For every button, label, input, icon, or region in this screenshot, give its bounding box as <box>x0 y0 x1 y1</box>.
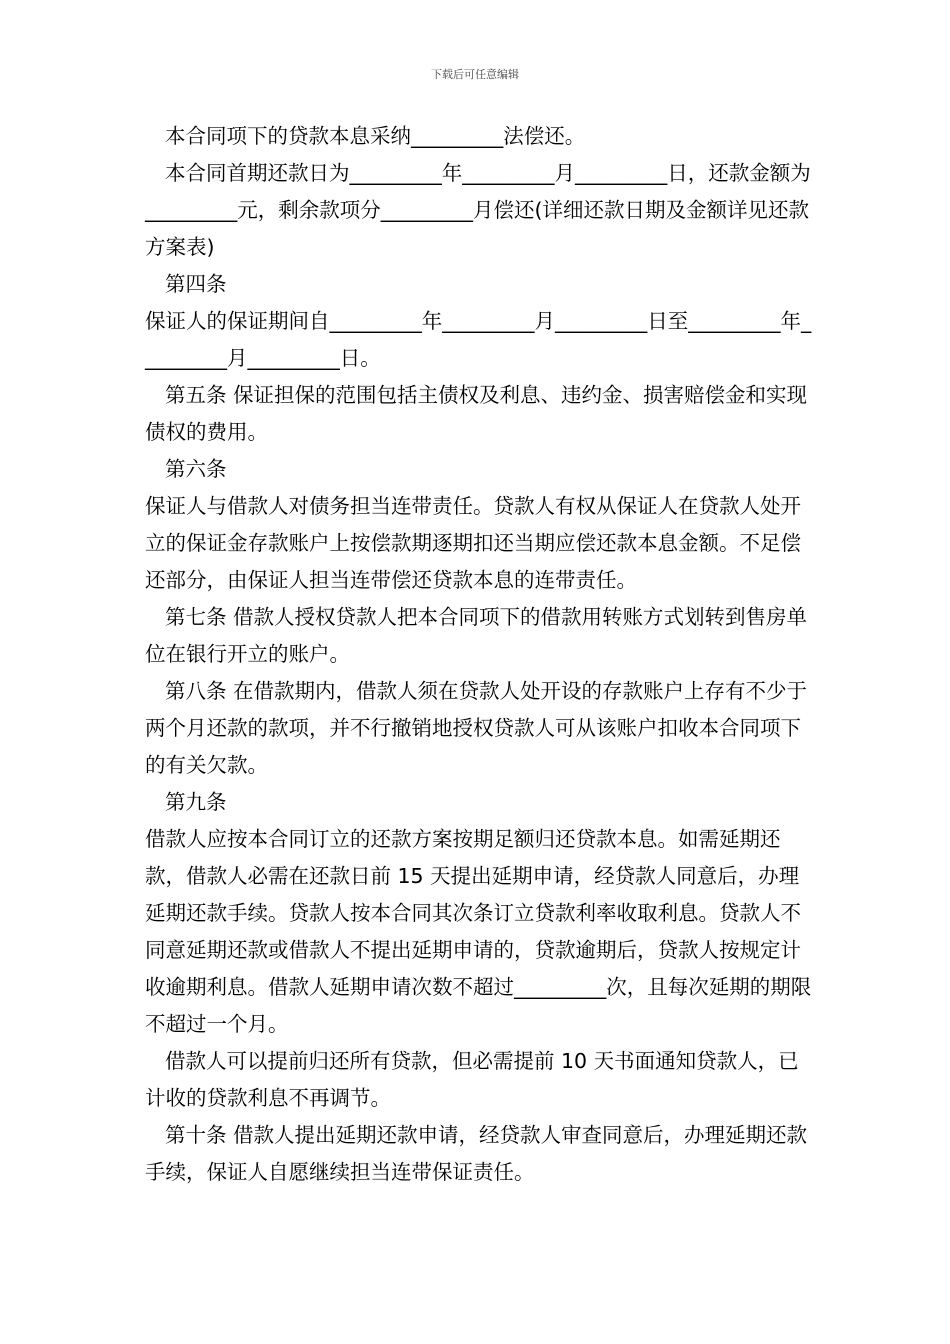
article-7: 第七条 借款人授权贷款人把本合同项下的借款用转账方式划转到售房单位在银行开立的账户。 <box>145 605 808 666</box>
article-10: 第十条 借款人提出延期还款申请，经贷款人审查同意后，办理延期还款手续，保证人自愿继续担当连带保证责任。 <box>145 1123 808 1184</box>
paragraph-joint-liability: 保证人与借款人对债务担当连带责任。贷款人有权从保证人在贷款人处开立的保证金存款账户上按偿款期逐期扣还当期应偿还款本息金额。不足偿还部分，由保证人担当连带偿还贷款本息的连带责任。 <box>145 494 801 592</box>
paragraph-repayment-method: 本合同项下的贷款本息采纳_________法偿还。 <box>165 124 586 148</box>
article-4-heading: 第四条 <box>165 272 227 296</box>
article-9-heading: 第九条 <box>165 790 227 814</box>
paragraph-guarantee-period: 保证人的保证期间自_________年_________月_________日至_________年_________月_________日。 <box>145 309 812 370</box>
article-6-heading: 第六条 <box>165 457 227 481</box>
article-8: 第八条 在借款期内，借款人须在贷款人处开设的存款账户上存有不少于两个月还款的款项，并不行撤销地授权贷款人可从该账户扣收本合同项下的有关欠款。 <box>145 679 808 777</box>
paragraph-early-repayment: 借款人可以提前归还所有贷款，但必需提前 10 天书面通知贷款人，已计收的贷款利息不再调节。 <box>145 1049 799 1110</box>
paragraph-first-repayment: 本合同首期还款日为_________年_________月_________日，还款金额为_________元，剩余款项分_________月偿还(详细还款日期及金额详见还款方案表) <box>145 161 811 259</box>
document-body <box>145 118 813 1191</box>
page-header: 下载后可任意编辑 <box>431 68 519 81</box>
paragraph-extension: 借款人应按本合同订立的还款方案按期足额归还贷款本息。如需延期还款，借款人必需在还款日前 15 天提出延期申请，经贷款人同意后，办理延期还款手续。贷款人按本合同其次条订立贷款利率收取利息。贷款人不同意延期还款或借款人不提出延期申请的，贷款逾期后，贷款人按规定计收逾期利息。借款人延期申请次数不超过_________次，且每次延期的期限不超过一个月。 <box>145 827 812 1036</box>
article-5: 第五条 保证担保的范围包括主债权及利息、违约金、损害赔偿金和实现债权的费用。 <box>145 383 808 444</box>
